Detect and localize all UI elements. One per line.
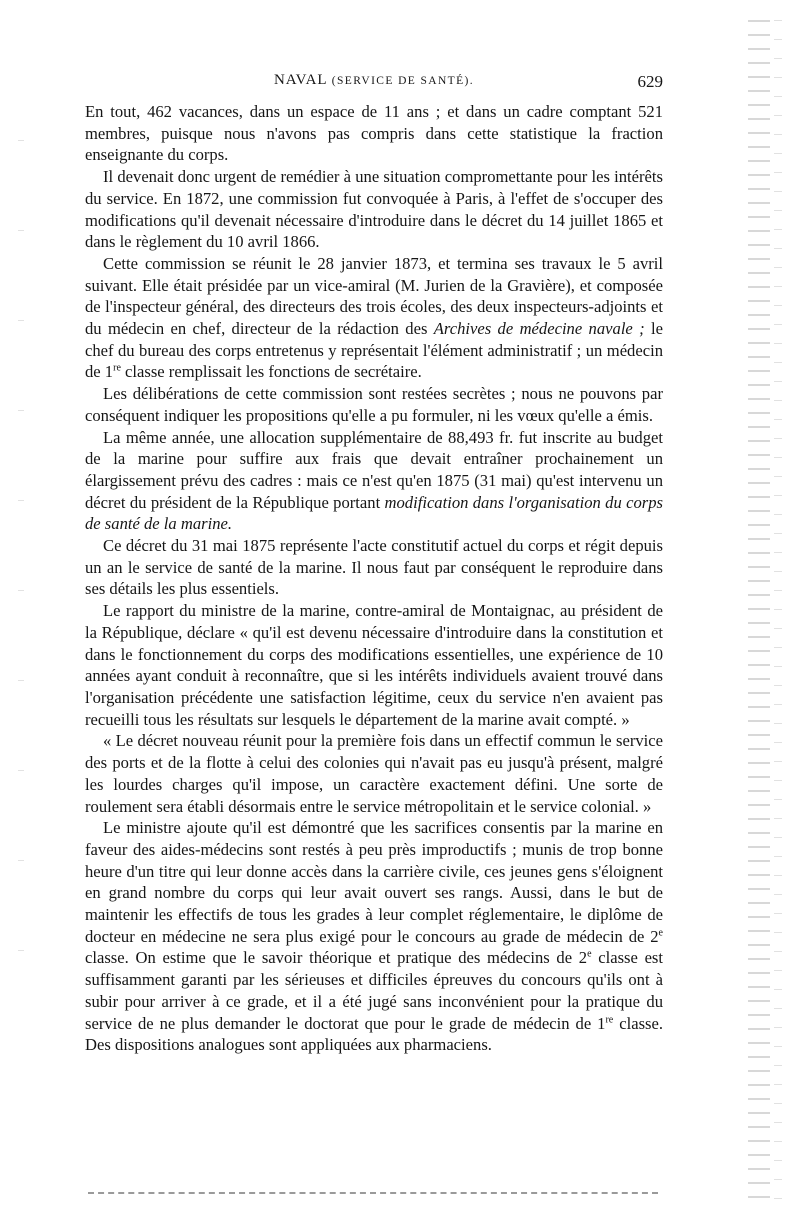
paragraph-5-text-a: La même année, une allocation supplémentaire de 88,493 fr. fut inscrite au budget de la marine pour suffire aux frais que devait entraîner prochainement un élargissement prévu des cadres : mais ce n'est qu'en 1875 (31 mai) qu'est intervenu un décret du président de la République portant: [85, 427, 663, 512]
paragraph-9-text-d: classe. Des dispositions analogues sont appliquées aux pharmaciens.: [85, 1013, 663, 1055]
paragraph-3-text-c: classe remplissait les fonctions de secrétaire.: [120, 362, 422, 382]
paragraph-9-text-c: classe est suffisamment garanti par les sérieuses et difficiles épreuves du concours qu'ils ont à subir pour arriver à ce grade, et il a été jugé sans inconvénient pour la pratique du service de ne plus demander le doctorat que pour le grade de médecin de 1: [85, 948, 663, 1033]
paragraph-3-superscript: re: [113, 362, 121, 374]
paragraph-9-text-b: classe. On estime que le savoir théorique et pratique des médecins de 2: [85, 948, 588, 968]
paragraph-6: Ce décret du 31 mai 1875 représente l'acte constitutif actuel du corps et régit depuis un an le service de santé de la marine. Il nous faut par conséquent le reproduire dans ses détails les plus essentiels.: [85, 536, 663, 599]
running-header: [85, 72, 663, 96]
scan-margin-marks-left: [18, 140, 24, 1040]
running-title-main: NAVAL: [273, 72, 328, 88]
paragraph-9: [85, 817, 663, 1056]
bottom-rule: [88, 1192, 658, 1194]
paragraph-9-text-a: Le ministre ajoute qu'il est démontré que les sacrifices consentis par la marine en faveur des aides-médecins sont restés à peu près improductifs ; munis de trop bonne heure d'un titre qui leur donne accès dans la carrière civile, ces jeunes gens s'éloignent en grand nombre du corps qui leur avait ouvert ses rangs. Aussi, dans le but de maintenir les effectifs de tous les grades à leur complet réglementaire, le diplôme de docteur en médecine ne sera plus exigé pour le concours au grade de médecin de 2: [85, 818, 663, 946]
body-text: [85, 101, 663, 1056]
paragraph-9-superscript-3: re: [605, 1014, 614, 1025]
running-title: [85, 72, 663, 89]
running-title-sub: (SERVICE DE SANTÉ).: [331, 75, 475, 87]
paragraph-9-superscript-1: e: [658, 927, 663, 939]
paragraph-5-italic: modification dans l'organisation du corps de santé de la marine.: [85, 492, 663, 534]
paragraph-1: En tout, 462 vacances, dans un espace de 11 ans ; et dans un cadre comptant 521 membres, puisque nous n'avons pas compris dans cette statistique la fraction enseignante du corps.: [85, 102, 663, 165]
scan-edge-marks-outer: [774, 20, 782, 1200]
paragraph-3: [85, 253, 663, 383]
paragraph-3-text-a: Cette commission se réunit le 28 janvier 1873, et termina ses travaux le 5 avril suivant. Elle était présidée par un vice-amiral (M. Jurien de la Gravière), et composée de l'inspecteur général, des directeurs des trois écoles, des deux inspecteurs-adjoints et du médecin en chef, directeur de la rédaction des: [85, 253, 663, 339]
paragraph-2: Il devenait donc urgent de remédier à une situation compromettante pour les intérêts du service. En 1872, une commission fut convoquée à Paris, à l'effet de s'occuper des modifications qu'il devenait nécessaire d'introduire dans le décret du 14 juillet 1865 et dans le règlement du 10 avril 1866.: [85, 167, 663, 252]
scan-edge-marks: [748, 20, 770, 1200]
paragraph-7: Le rapport du ministre de la marine, contre-amiral de Montaignac, au président de la République, déclare « qu'il est devenu nécessaire d'introduire dans la constitution et dans le fonctionnement du corps des modifications essentielles, une expérience de 10 années ayant conduit à reconnaître, que si les intérêts individuels avaient trouvé dans l'organisation précédente une satisfaction légitime, ceux du service n'en avaient pas recueilli tous les résultats sur lesquels le département de la marine avait compté. »: [85, 601, 663, 729]
paragraph-3-text-b: le chef du bureau des corps entretenus y représentait l'élément administratif ; un médecin de 1: [85, 319, 663, 382]
paragraph-4: Les délibérations de cette commission sont restées secrètes ; nous ne pouvons par conséquent indiquer les propositions qu'elle a pu formuler, ni les vœux qu'elle a émis.: [85, 384, 663, 425]
paragraph-8: « Le décret nouveau réunit pour la première fois dans un effectif commun le service des ports et de la flotte à celui des colonies qui n'avait pas eu jusqu'à présent, malgré les lourdes charges qu'il impose, un caractère exactement défini. Une sorte de roulement sera établi désormais entre le service métropolitain et le service colonial. »: [85, 731, 663, 816]
paragraph-3-italic: Archives de médecine navale ;: [433, 319, 645, 339]
paragraph-5: [85, 427, 663, 536]
paragraph-9-superscript-2: e: [587, 948, 592, 960]
page-number: 629: [637, 72, 663, 91]
